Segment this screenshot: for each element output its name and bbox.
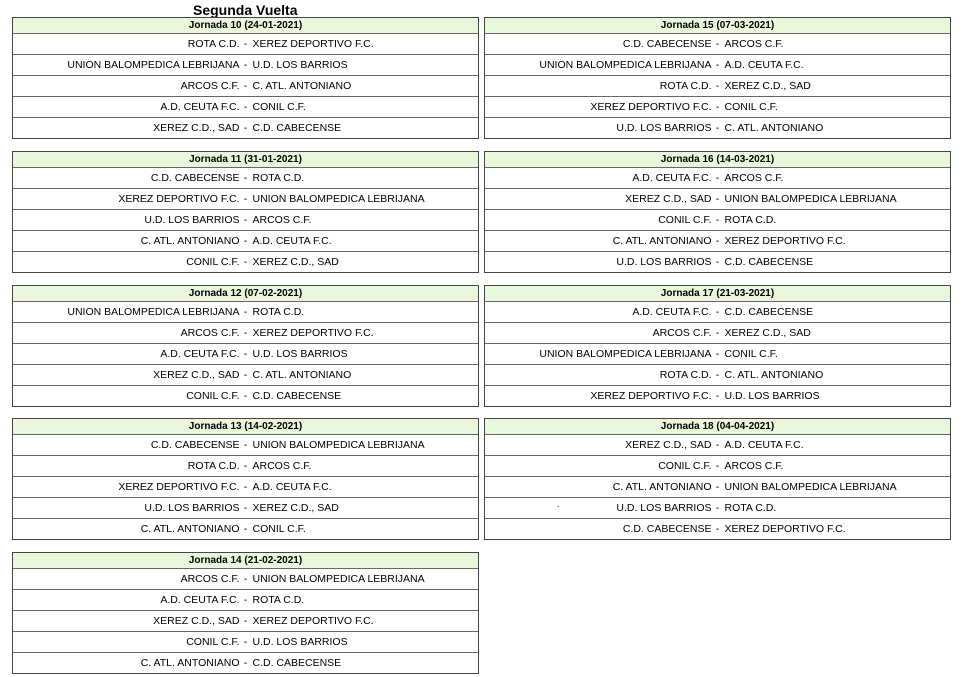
match-row xyxy=(485,344,950,365)
away-team: A.D. CEUTA F.C. xyxy=(724,59,804,71)
away-team: XEREZ DEPORTIVO F.C. xyxy=(252,615,374,627)
stray-mark: . xyxy=(557,499,560,509)
match-separator: - xyxy=(715,59,720,71)
match-separator: - xyxy=(715,439,720,451)
home-team: C.D. CABECENSE xyxy=(150,439,240,451)
home-team: ARCOS C.F. xyxy=(180,327,240,339)
away-team: C. ATL. ANTONIANO xyxy=(252,80,352,92)
match-row xyxy=(13,210,478,231)
home-team: ROTA C.D. xyxy=(187,460,240,472)
match-separator: - xyxy=(243,481,248,493)
match-row xyxy=(485,210,950,231)
match-separator: - xyxy=(243,172,248,184)
match-separator: - xyxy=(243,38,248,50)
round-table xyxy=(12,17,479,139)
away-team: UNION BALOMPEDICA LEBRIJANA xyxy=(252,439,425,451)
home-team: UNION BALOMPEDICA LEBRIJANA xyxy=(539,348,712,360)
match-separator: - xyxy=(243,657,248,669)
away-team: ROTA C.D. xyxy=(252,172,305,184)
away-team: C.D. CABECENSE xyxy=(252,657,342,669)
match-separator: - xyxy=(715,214,720,226)
away-team: XEREZ C.D., SAD xyxy=(724,327,811,339)
match-separator: - xyxy=(715,172,720,184)
match-separator: - xyxy=(243,573,248,585)
match-separator: - xyxy=(243,636,248,648)
away-team: XEREZ C.D., SAD xyxy=(724,80,811,92)
home-team: CONIL C.F. xyxy=(186,390,240,402)
match-separator: - xyxy=(243,460,248,472)
away-team: XEREZ DEPORTIVO F.C. xyxy=(724,235,846,247)
match-row xyxy=(485,97,950,118)
home-team: C.D. CABECENSE xyxy=(150,172,240,184)
match-row xyxy=(485,55,950,76)
round-header: Jornada 13 (14-02-2021) xyxy=(13,419,478,435)
match-row xyxy=(13,55,478,76)
match-row xyxy=(485,168,950,189)
away-team: XEREZ C.D., SAD xyxy=(252,256,339,268)
match-row xyxy=(485,456,950,477)
match-row xyxy=(13,252,478,273)
home-team: ROTA C.D. xyxy=(659,369,712,381)
home-team: ROTA C.D. xyxy=(659,80,712,92)
match-separator: - xyxy=(243,390,248,402)
match-row xyxy=(485,189,950,210)
home-team: ROTA C.D. xyxy=(187,38,240,50)
match-separator: - xyxy=(243,369,248,381)
match-separator: - xyxy=(715,502,720,514)
away-team: CONIL C.F. xyxy=(724,348,778,360)
round-table xyxy=(12,418,479,540)
away-team: CONIL C.F. xyxy=(252,523,306,535)
home-team: XEREZ C.D., SAD xyxy=(153,122,240,134)
match-row xyxy=(13,344,478,365)
match-row xyxy=(485,519,950,540)
match-separator: - xyxy=(715,523,720,535)
away-team: UNION BALOMPEDICA LEBRIJANA xyxy=(724,193,897,205)
match-separator: - xyxy=(715,193,720,205)
match-separator: - xyxy=(243,214,248,226)
match-row xyxy=(485,365,950,386)
match-row xyxy=(13,435,478,456)
away-team: A.D. CEUTA F.C. xyxy=(252,481,332,493)
home-team: XEREZ C.D., SAD xyxy=(625,193,712,205)
match-row xyxy=(13,569,478,590)
home-team: XEREZ DEPORTIVO F.C. xyxy=(590,390,712,402)
match-row xyxy=(13,76,478,97)
match-separator: - xyxy=(715,348,720,360)
away-team: C. ATL. ANTONIANO xyxy=(252,369,352,381)
match-row xyxy=(13,365,478,386)
home-team: UNION BALOMPEDICA LEBRIJANA xyxy=(539,59,712,71)
match-separator: - xyxy=(243,306,248,318)
home-team: CONIL C.F. xyxy=(658,460,712,472)
match-row xyxy=(485,231,950,252)
away-team: ROTA C.D. xyxy=(724,214,777,226)
match-row xyxy=(13,498,478,519)
round-table xyxy=(12,151,479,273)
away-team: ROTA C.D. xyxy=(252,306,305,318)
away-team: U.D. LOS BARRIOS xyxy=(252,348,348,360)
match-row xyxy=(485,118,950,139)
match-row xyxy=(13,590,478,611)
home-team: A.D. CEUTA F.C. xyxy=(632,172,712,184)
away-team: C.D. CABECENSE xyxy=(724,306,814,318)
page-title: Segunda Vuelta xyxy=(193,2,298,18)
match-row xyxy=(13,34,478,55)
match-row xyxy=(13,189,478,210)
home-team: UNION BALOMPEDICA LEBRIJANA xyxy=(67,306,240,318)
home-team: U.D. LOS BARRIOS xyxy=(616,122,712,134)
match-row xyxy=(13,632,478,653)
home-team: CONIL C.F. xyxy=(186,256,240,268)
match-separator: - xyxy=(715,327,720,339)
match-row xyxy=(485,76,950,97)
away-team: ROTA C.D. xyxy=(724,502,777,514)
match-row xyxy=(485,498,950,519)
home-team: CONIL C.F. xyxy=(658,214,712,226)
round-header: Jornada 18 (04-04-2021) xyxy=(485,419,950,435)
round-header: Jornada 11 (31-01-2021) xyxy=(13,152,478,168)
home-team: ARCOS C.F. xyxy=(180,80,240,92)
match-row xyxy=(13,653,478,674)
home-team: XEREZ C.D., SAD xyxy=(625,439,712,451)
match-row xyxy=(13,97,478,118)
match-row xyxy=(13,168,478,189)
match-row xyxy=(485,252,950,273)
home-team: XEREZ DEPORTIVO F.C. xyxy=(118,481,240,493)
home-team: A.D. CEUTA F.C. xyxy=(160,348,240,360)
round-table xyxy=(12,285,479,407)
round-header: Jornada 12 (07-02-2021) xyxy=(13,286,478,302)
match-separator: - xyxy=(715,235,720,247)
home-team: ARCOS C.F. xyxy=(180,573,240,585)
away-team: XEREZ DEPORTIVO F.C. xyxy=(724,523,846,535)
away-team: C. ATL. ANTONIANO xyxy=(724,122,824,134)
round-header: Jornada 15 (07-03-2021) xyxy=(485,18,950,34)
match-separator: - xyxy=(715,460,720,472)
match-separator: - xyxy=(243,327,248,339)
away-team: A.D. CEUTA F.C. xyxy=(252,235,332,247)
home-team: U.D. LOS BARRIOS xyxy=(616,256,712,268)
match-row xyxy=(13,302,478,323)
match-separator: - xyxy=(243,122,248,134)
match-separator: - xyxy=(715,256,720,268)
match-row xyxy=(13,456,478,477)
away-team: ARCOS C.F. xyxy=(724,460,784,472)
away-team: ARCOS C.F. xyxy=(252,214,312,226)
round-header: Jornada 10 (24-01-2021) xyxy=(13,18,478,34)
match-row xyxy=(13,386,478,407)
away-team: C.D. CABECENSE xyxy=(252,122,342,134)
home-team: CONIL C.F. xyxy=(186,636,240,648)
home-team: XEREZ DEPORTIVO F.C. xyxy=(118,193,240,205)
away-team: U.D. LOS BARRIOS xyxy=(252,636,348,648)
match-row xyxy=(13,477,478,498)
away-team: UNION BALOMPEDICA LEBRIJANA xyxy=(724,481,897,493)
match-row xyxy=(13,611,478,632)
home-team: C. ATL. ANTONIANO xyxy=(612,235,712,247)
home-team: C. ATL. ANTONIANO xyxy=(140,657,240,669)
home-team: C. ATL. ANTONIANO xyxy=(612,481,712,493)
home-team: A.D. CEUTA F.C. xyxy=(160,101,240,113)
match-separator: - xyxy=(243,235,248,247)
match-separator: - xyxy=(715,481,720,493)
away-team: CONIL C.F. xyxy=(252,101,306,113)
home-team: UNION BALOMPEDICA LEBRIJANA xyxy=(67,59,240,71)
match-row xyxy=(485,435,950,456)
home-team: XEREZ C.D., SAD xyxy=(153,369,240,381)
match-separator: - xyxy=(243,193,248,205)
match-row xyxy=(485,323,950,344)
away-team: XEREZ DEPORTIVO F.C. xyxy=(252,38,374,50)
match-separator: - xyxy=(243,523,248,535)
home-team: A.D. CEUTA F.C. xyxy=(632,306,712,318)
match-row xyxy=(485,386,950,407)
round-table xyxy=(484,151,951,273)
match-separator: - xyxy=(243,615,248,627)
match-row xyxy=(485,477,950,498)
home-team: U.D. LOS BARRIOS xyxy=(144,502,240,514)
round-table xyxy=(484,285,951,407)
away-team: C. ATL. ANTONIANO xyxy=(724,369,824,381)
match-row xyxy=(13,323,478,344)
home-team: ARCOS C.F. xyxy=(652,327,712,339)
round-header: Jornada 16 (14-03-2021) xyxy=(485,152,950,168)
home-team: XEREZ DEPORTIVO F.C. xyxy=(590,101,712,113)
match-separator: - xyxy=(715,390,720,402)
home-team: C.D. CABECENSE xyxy=(622,38,712,50)
match-row xyxy=(13,519,478,540)
away-team: UNION BALOMPEDICA LEBRIJANA xyxy=(252,573,425,585)
match-separator: - xyxy=(715,101,720,113)
round-header: Jornada 14 (21-02-2021) xyxy=(13,553,478,569)
home-team: U.D. LOS BARRIOS xyxy=(144,214,240,226)
away-team: XEREZ C.D., SAD xyxy=(252,502,339,514)
away-team: C.D. CABECENSE xyxy=(724,256,814,268)
round-table xyxy=(484,418,951,540)
home-team: C.D. CABECENSE xyxy=(622,523,712,535)
round-table xyxy=(12,552,479,674)
match-separator: - xyxy=(243,439,248,451)
away-team: ROTA C.D. xyxy=(252,594,305,606)
away-team: ARCOS C.F. xyxy=(252,460,312,472)
away-team: CONIL C.F. xyxy=(724,101,778,113)
away-team: U.D. LOS BARRIOS xyxy=(252,59,348,71)
match-row xyxy=(485,34,950,55)
match-separator: - xyxy=(243,59,248,71)
match-separator: - xyxy=(715,306,720,318)
match-separator: - xyxy=(715,369,720,381)
home-team: U.D. LOS BARRIOS xyxy=(616,502,712,514)
home-team: A.D. CEUTA F.C. xyxy=(160,594,240,606)
away-team: C.D. CABECENSE xyxy=(252,390,342,402)
away-team: UNION BALOMPEDICA LEBRIJANA xyxy=(252,193,425,205)
match-row xyxy=(13,231,478,252)
match-row xyxy=(13,118,478,139)
away-team: U.D. LOS BARRIOS xyxy=(724,390,820,402)
round-header: Jornada 17 (21-03-2021) xyxy=(485,286,950,302)
match-separator: - xyxy=(243,256,248,268)
home-team: C. ATL. ANTONIANO xyxy=(140,523,240,535)
match-separator: - xyxy=(243,80,248,92)
home-team: XEREZ C.D., SAD xyxy=(153,615,240,627)
away-team: ARCOS C.F. xyxy=(724,38,784,50)
match-row xyxy=(485,302,950,323)
match-separator: - xyxy=(243,101,248,113)
match-separator: - xyxy=(715,80,720,92)
away-team: A.D. CEUTA F.C. xyxy=(724,439,804,451)
match-separator: - xyxy=(243,502,248,514)
match-separator: - xyxy=(715,38,720,50)
round-table xyxy=(484,17,951,139)
match-separator: - xyxy=(715,122,720,134)
away-team: ARCOS C.F. xyxy=(724,172,784,184)
away-team: XEREZ DEPORTIVO F.C. xyxy=(252,327,374,339)
home-team: C. ATL. ANTONIANO xyxy=(140,235,240,247)
match-separator: - xyxy=(243,594,248,606)
match-separator: - xyxy=(243,348,248,360)
